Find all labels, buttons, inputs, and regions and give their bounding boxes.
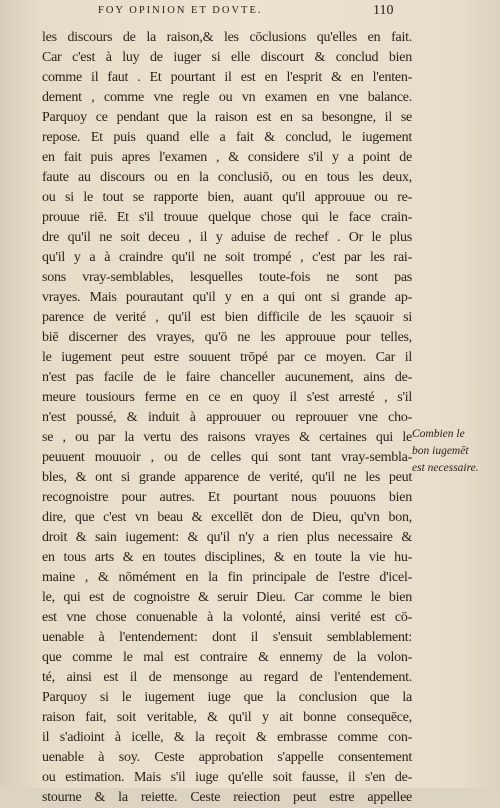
text-line: ou si le tout se rapporte bien, auant qu'il approuue ou re- xyxy=(42,190,412,205)
text-line: dire, que c'est vn beau & excellēt don de Dieu, qu'vn bon, xyxy=(42,510,412,525)
text-line: raison fait, soit veritable, & qu'il y ait bonne consequēce, xyxy=(42,710,412,725)
text-line: en fait puis apres l'examen , & considere s'il y a point de xyxy=(42,150,412,165)
text-line: repose. Et puis quand elle a fait & conclud, le iugement xyxy=(42,130,412,145)
text-line: meure tousiours ferme en ce en quoy il s'est arresté , s'il xyxy=(42,390,412,405)
text-line: le, qui est de cognoistre & seruir Dieu. Car comme le bien xyxy=(42,590,412,605)
text-line: bles, & ont si grande apparence de verité, qu'il ne les peut xyxy=(42,470,412,485)
margin-note xyxy=(412,426,496,477)
margin-note-line: est necessaire. xyxy=(412,462,479,474)
text-line: stourne & la reiette. Ceste reiection peut estre appellee xyxy=(42,790,412,805)
text-line: Car c'est à luy de iuger si elle discourt & conclud bien xyxy=(42,50,412,65)
text-line: uenable à l'entendement: dont il s'ensuit semblablement: xyxy=(42,630,412,645)
text-line: vrayes. Mais pourautant qu'il y en a qui ont si grande ap- xyxy=(42,290,412,305)
text-line: faute au discours ou en la conclusiō, ou en tous les deux, xyxy=(42,170,412,185)
text-line: qu'il y a à craindre qu'il ne soit trompé , c'est par les rai- xyxy=(42,250,412,265)
text-line: que comme le mal est contraire & ennemy de la volon- xyxy=(42,650,412,665)
text-line: en tous arts & en toutes disciplines, & en toute la vie hu- xyxy=(42,550,412,565)
text-line: dre qu'il ne soit deceu , il y aduise de rechef . Or le plus xyxy=(42,230,412,245)
text-line: le iugement peut estre souuent trōpé par ce moyen. Car il xyxy=(42,350,412,365)
text-line: dement , comme vne regle ou vn examen en vne balance. xyxy=(42,90,412,105)
text-line: n'est pas facile de le faire chanceller aucunement, ains de- xyxy=(42,370,412,385)
running-title: FOY OPINION ET DOVTE. xyxy=(98,5,263,16)
text-line: se , ou par la vertu des raisons vrayes & certaines qui le xyxy=(42,430,412,445)
page-number: 110 xyxy=(373,3,394,18)
text-line: n'est poussé, & induit à approuuer ou reprouuer vne cho- xyxy=(42,410,412,425)
text-line: maine , & nōmément en la fin principale de l'estre d'icel- xyxy=(42,570,412,585)
text-line: est vne chose conuenable à la volonté, ainsi verité est cō- xyxy=(42,610,412,625)
text-line: parence de verité , qu'il est bien difficile de les sçauoir si xyxy=(42,310,412,325)
text-line: sons vray-semblables, lesquelles toute-fois ne sont pas xyxy=(42,270,412,285)
text-line: biē discerner des vrayes, qu'ō ne les approuue pour telles, xyxy=(42,330,412,345)
text-line: uenable à soy. Ceste approbation s'appelle consentement xyxy=(42,750,412,765)
text-line: ou estimation. Mais s'il iuge qu'elle soit fausse, il s'en de- xyxy=(42,770,412,785)
text-line: droit & sain iugement: & qu'il n'y a rien plus necessaire & xyxy=(42,530,412,545)
text-line: Parquoy si le iugement iuge que la conclusion que la xyxy=(42,690,412,705)
margin-note-line: Combien le xyxy=(412,428,465,440)
text-line: il s'adioint à icelle, & la reçoit & embrasse comme con- xyxy=(42,730,412,745)
text-line: prouue riē. Et s'il trouue quelque chose qui le face crain- xyxy=(42,210,412,225)
margin-note-line: bon iugemēt xyxy=(412,445,469,457)
text-line: comme il faut . Et pourtant il est en l'esprit & en l'enten- xyxy=(42,70,412,85)
text-line: té, ainsi est il de mensonge au regard de l'entendement. xyxy=(42,670,412,685)
text-line: recognoistre pour autres. Et pourtant nous pouuons bien xyxy=(42,490,412,505)
text-line: les discours de la raison,& les cōclusions qu'elles en fait. xyxy=(42,30,412,45)
main-text-block xyxy=(42,28,412,808)
text-line: peuuent mouuoir , ou de celles qui sont tant vray-sembla- xyxy=(42,450,412,465)
text-line: Parquoy ce pendant que la raison est en sa besongne, il se xyxy=(42,110,412,125)
